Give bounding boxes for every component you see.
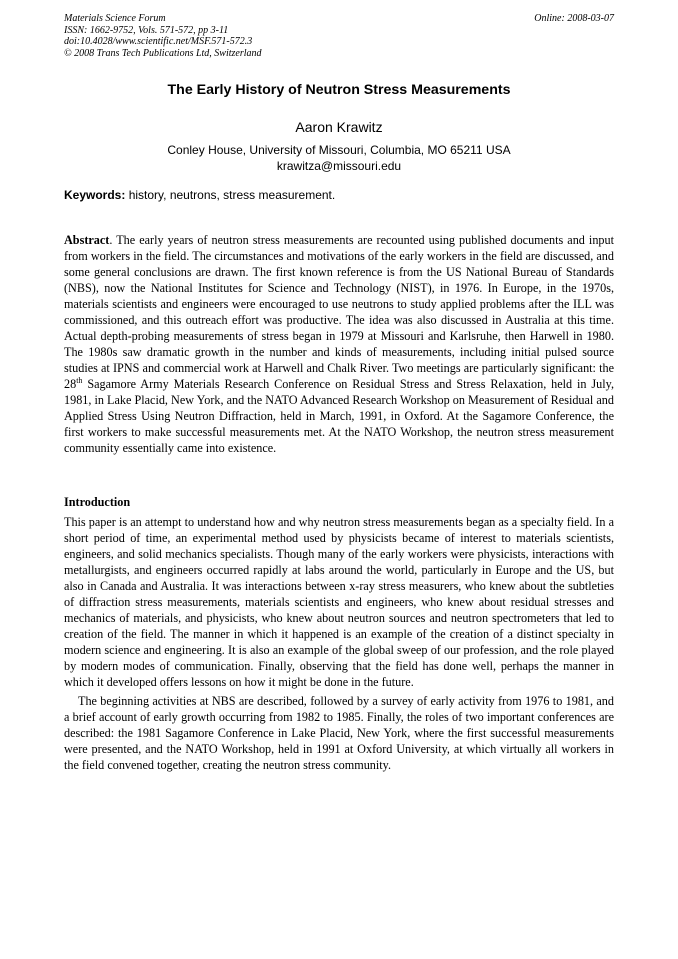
doi-line: doi:10.4028/www.scientific.net/MSF.571-572.3 xyxy=(64,36,253,47)
ordinal-superscript: th xyxy=(76,375,83,385)
online-date: Online: 2008-03-07 xyxy=(534,13,614,24)
affiliation-block xyxy=(64,142,614,174)
journal-name: Materials Science Forum xyxy=(64,13,166,24)
affiliation: Conley House, University of Missouri, Columbia, MO 65211 USA xyxy=(167,143,511,157)
abstract-label: Abstract xyxy=(64,233,110,247)
paper-title: The Early History of Neutron Stress Measurements xyxy=(167,82,511,98)
author-email: krawitza@missouri.edu xyxy=(276,159,402,173)
abstract xyxy=(64,232,614,456)
issn-line: ISSN: 1662-9752, Vols. 571-572, pp 3-11 xyxy=(64,24,229,36)
copyright-line: © 2008 Trans Tech Publications Ltd, Switzerland xyxy=(64,47,262,59)
intro-paragraph-1: This paper is an attempt to understand how and why neutron stress measurements began as a specialty field. In a short period of time, an experimental method used by physicists became of interest to materials scientists, engineers, and solid mechanics specialists. Though many of the early workers were physicists, interactions with metallurgists, and engineers occurred rapidly at labs around the world, particularly in Europe and the US, but also in Canada and Australia. It was interactions between x-ray stress measurers, who knew about the subtleties of diffraction stress measurements, materials scientists and engineers, who knew about residual stresses and mechanics of materials, and physicists, who knew about neutron sources and neutron spectrometers that led to creation of the field. The manner in which it happened is an example of the creation of a distinct specialty in modern science and engineering. It is also an example of the global sweep of our profession, and the role played by modern modes of communication. Finally, observing that the field has done well, perhaps the manner in which it developed offers lessons on how it might be done in the future. xyxy=(64,515,614,689)
intro-paragraph-2: The beginning activities at NBS are described, followed by a survey of early activity from 1976 to 1981, and a brief account of early growth occurring from 1982 to 1985. Finally, the roles of two important conferences are described: the 1981 Sagamore Conference in Lake Placid, New York, where the first successful measurements were presented, and the NATO Workshop, held in 1991 at Oxford University, at which virtually all workers in the field convened together, creating the neutron stress community. xyxy=(64,694,614,772)
section-heading-introduction: Introduction xyxy=(64,495,131,509)
abstract-text-part-1: . The early years of neutron stress measurements are recounted using published documents and input from workers in the field. The circumstances and motivations of the early workers in the field are discussed, and some general conclusions are drawn. The first known reference is from the US National Bureau of Standards (NBS), now the National Institutes for Science and Technology (NIST), in 1976. In Europe, in the 1970s, materials scientists and engineers were encouraged to use neutrons to study applied problems after the ILL was commissioned, and this outreach effort was productive. The idea was also discussed in Australia at this time. Actual depth-probing measurements of stress began in 1979 at Missouri and Karlsruhe, then Harwell in 1980. The 1980s saw dramatic growth in the number and kinds of measurements, including initial pulsed source studies at IPNS and commercial work at Harwell and Chalk River. Two meetings are particularly significant: the 28 xyxy=(64,233,614,391)
keywords-text: history, neutrons, stress measurement. xyxy=(125,188,336,202)
abstract-text-part-2: Sagamore Army Materials Research Conference on Residual Stress and Stress Relaxation, held in July, 1981, in Lake Placid, New York, and the NATO Advanced Research Workshop on Measurement of Residual and Applied Stress Using Neutron Diffraction, held in March, 1991, in Oxford. At the Sagamore Conference, the first workers to make successful measurements met. At the NATO Workshop, the neutron stress measurement community essentially came into existence. xyxy=(64,377,614,455)
keywords xyxy=(64,187,614,203)
introduction-body xyxy=(64,514,614,773)
author-name: Aaron Krawitz xyxy=(295,119,383,135)
keywords-label: Keywords: xyxy=(64,188,126,202)
journal-metadata xyxy=(64,13,262,59)
